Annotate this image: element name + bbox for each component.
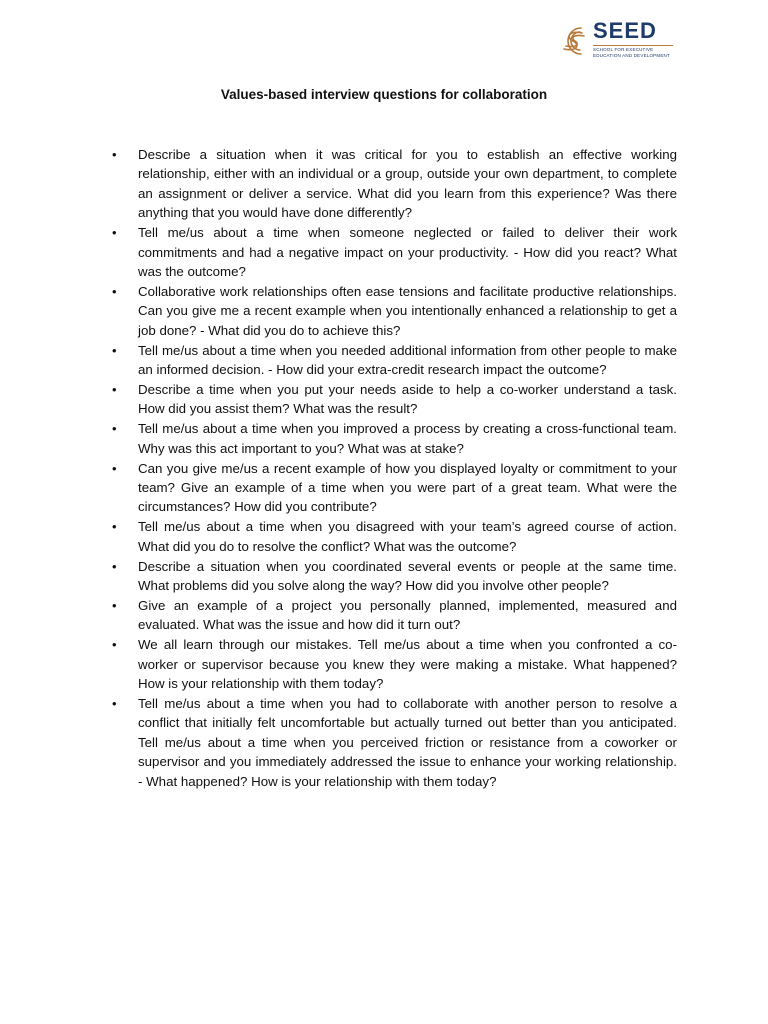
- question-text: Collaborative work relationships often ease tensions and facilitate productive relationships. Can you give me a recent example when you intentionally enhanced a relationship to get a job done? - What did you do to achieve this?: [138, 283, 677, 338]
- question-item: [112, 459, 677, 517]
- question-text: Give an example of a project you personally planned, implemented, measured and evaluated. What was the issue and how did it turn out?: [138, 597, 677, 633]
- question-item: [112, 596, 677, 635]
- logo-wordmark: SEED: [593, 18, 657, 43]
- logo-tagline-line-2: EDUCATION AND DEVELOPMENT: [593, 52, 670, 58]
- question-item: [112, 557, 677, 596]
- question-text: Describe a time when you put your needs aside to help a co-worker understand a task. How did you assist them? What was the result?: [138, 381, 677, 417]
- question-text: Tell me/us about a time when someone neglected or failed to deliver their work commitments and had a negative impact on your productivity. - How did you react? What was the outcome?: [138, 225, 677, 279]
- question-item: [112, 517, 677, 556]
- bullet-icon: •: [112, 283, 117, 299]
- bullet-icon: •: [112, 597, 117, 613]
- bullet-icon: •: [112, 519, 117, 535]
- question-item: [112, 223, 677, 281]
- question-text: We all learn through our mistakes. Tell me/us about a time when you confronted a co-worker or supervisor because you knew they were making a mistake. What happened? How is your relationship with them today?: [138, 637, 677, 691]
- question-text: Can you give me/us a recent example of how you displayed loyalty or commitment to your team? Give an example of a time when you were part of a great team. What were the circumstances? How did you contribute?: [138, 460, 677, 515]
- logo-tagline-line-1: SCHOOL FOR EXECUTIVE: [593, 47, 654, 52]
- bullet-icon: •: [112, 147, 117, 162]
- question-item: [112, 694, 677, 791]
- question-item: [112, 635, 677, 693]
- bullet-icon: •: [112, 342, 117, 358]
- question-item: [112, 341, 677, 380]
- logo-tagline: [593, 47, 670, 58]
- document-title: Values-based interview questions for collaboration: [220, 87, 548, 102]
- question-item: [112, 282, 677, 340]
- bullet-icon: •: [112, 381, 117, 397]
- question-item: [112, 145, 677, 223]
- bullet-icon: •: [112, 695, 117, 711]
- seed-logo: [556, 20, 676, 64]
- question-list: [112, 145, 677, 791]
- question-item: [112, 419, 677, 458]
- question-item: [112, 380, 677, 419]
- bullet-icon: •: [112, 637, 117, 653]
- question-text: Tell me/us about a time when you improved a process by creating a cross-functional team. Why was this act important to you? What was at stake?: [138, 421, 677, 456]
- seed-emblem-icon: [556, 20, 590, 62]
- question-text: Describe a situation when you coordinated several events or people at the same time. What problems did you solve along the way? How did you involve other people?: [138, 558, 677, 593]
- logo-divider: [593, 45, 673, 46]
- question-text: Tell me/us about a time when you disagreed with your team’s agreed course of action. What did you do to resolve the conflict? What was the outcome?: [138, 519, 677, 554]
- bullet-icon: •: [112, 421, 117, 437]
- bullet-icon: •: [112, 460, 117, 476]
- bullet-icon: •: [112, 225, 117, 241]
- question-text: Describe a situation when it was critical for you to establish an effective working relationship, either with an individual or a group, outside your own department, to complete an assignment or deliver a service. What did you learn from this experience? Was there anything that you would have done differently?: [138, 147, 677, 221]
- bullet-icon: •: [112, 558, 117, 574]
- question-text: Tell me/us about a time when you needed additional information from other people to make an informed decision. - How did your extra-credit research impact the outcome?: [138, 342, 677, 377]
- question-text: Tell me/us about a time when you had to collaborate with another person to resolve a conflict that initially felt uncomfortable but actually turned out better than you anticipated. Tell me/us about a time when you perceived friction or resistance from a coworker or supervisor and you immediately addressed the issue to enhance your working relationship. - What happened? How is your relationship with them today?: [138, 695, 677, 789]
